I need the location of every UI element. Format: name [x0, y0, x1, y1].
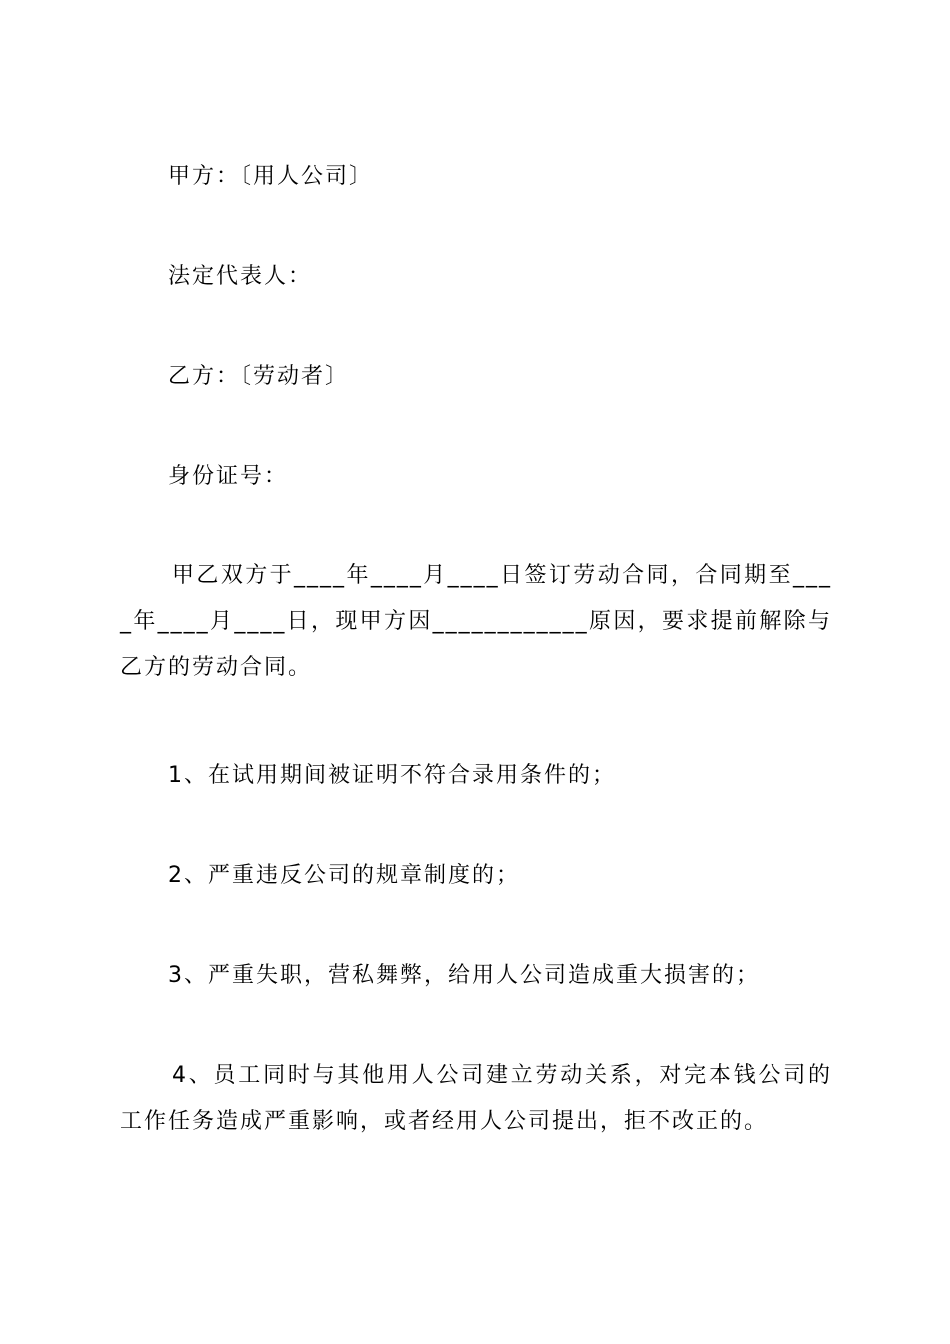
party-a-line: 甲方：〔用人公司〕 [168, 164, 374, 189]
legal-representative-line: 法定代表人： [168, 264, 313, 289]
party-b-line: 乙方：〔劳动者〕 [168, 364, 350, 389]
list-item: 2、严重违反公司的规章制度的； [168, 863, 520, 888]
id-number-line: 身份证号： [168, 464, 289, 489]
list-item: 3、严重失职，营私舞弊，给用人公司造成重大损害的； [168, 963, 760, 988]
list-item: 1、在试用期间被证明不符合录用条件的； [168, 763, 616, 788]
intro-paragraph: 甲乙双方于____年____月____日签订劳动合同，合同期至____年____月____日，现甲方因____________原因，要求提前解除与乙方的劳动合同。 [120, 563, 832, 680]
list-item: 4、员工同时与其他用人公司建立劳动关系，对完本钱公司的工作任务造成严重影响，或者经用人公司提出，拒不改正的。 [120, 1063, 832, 1134]
